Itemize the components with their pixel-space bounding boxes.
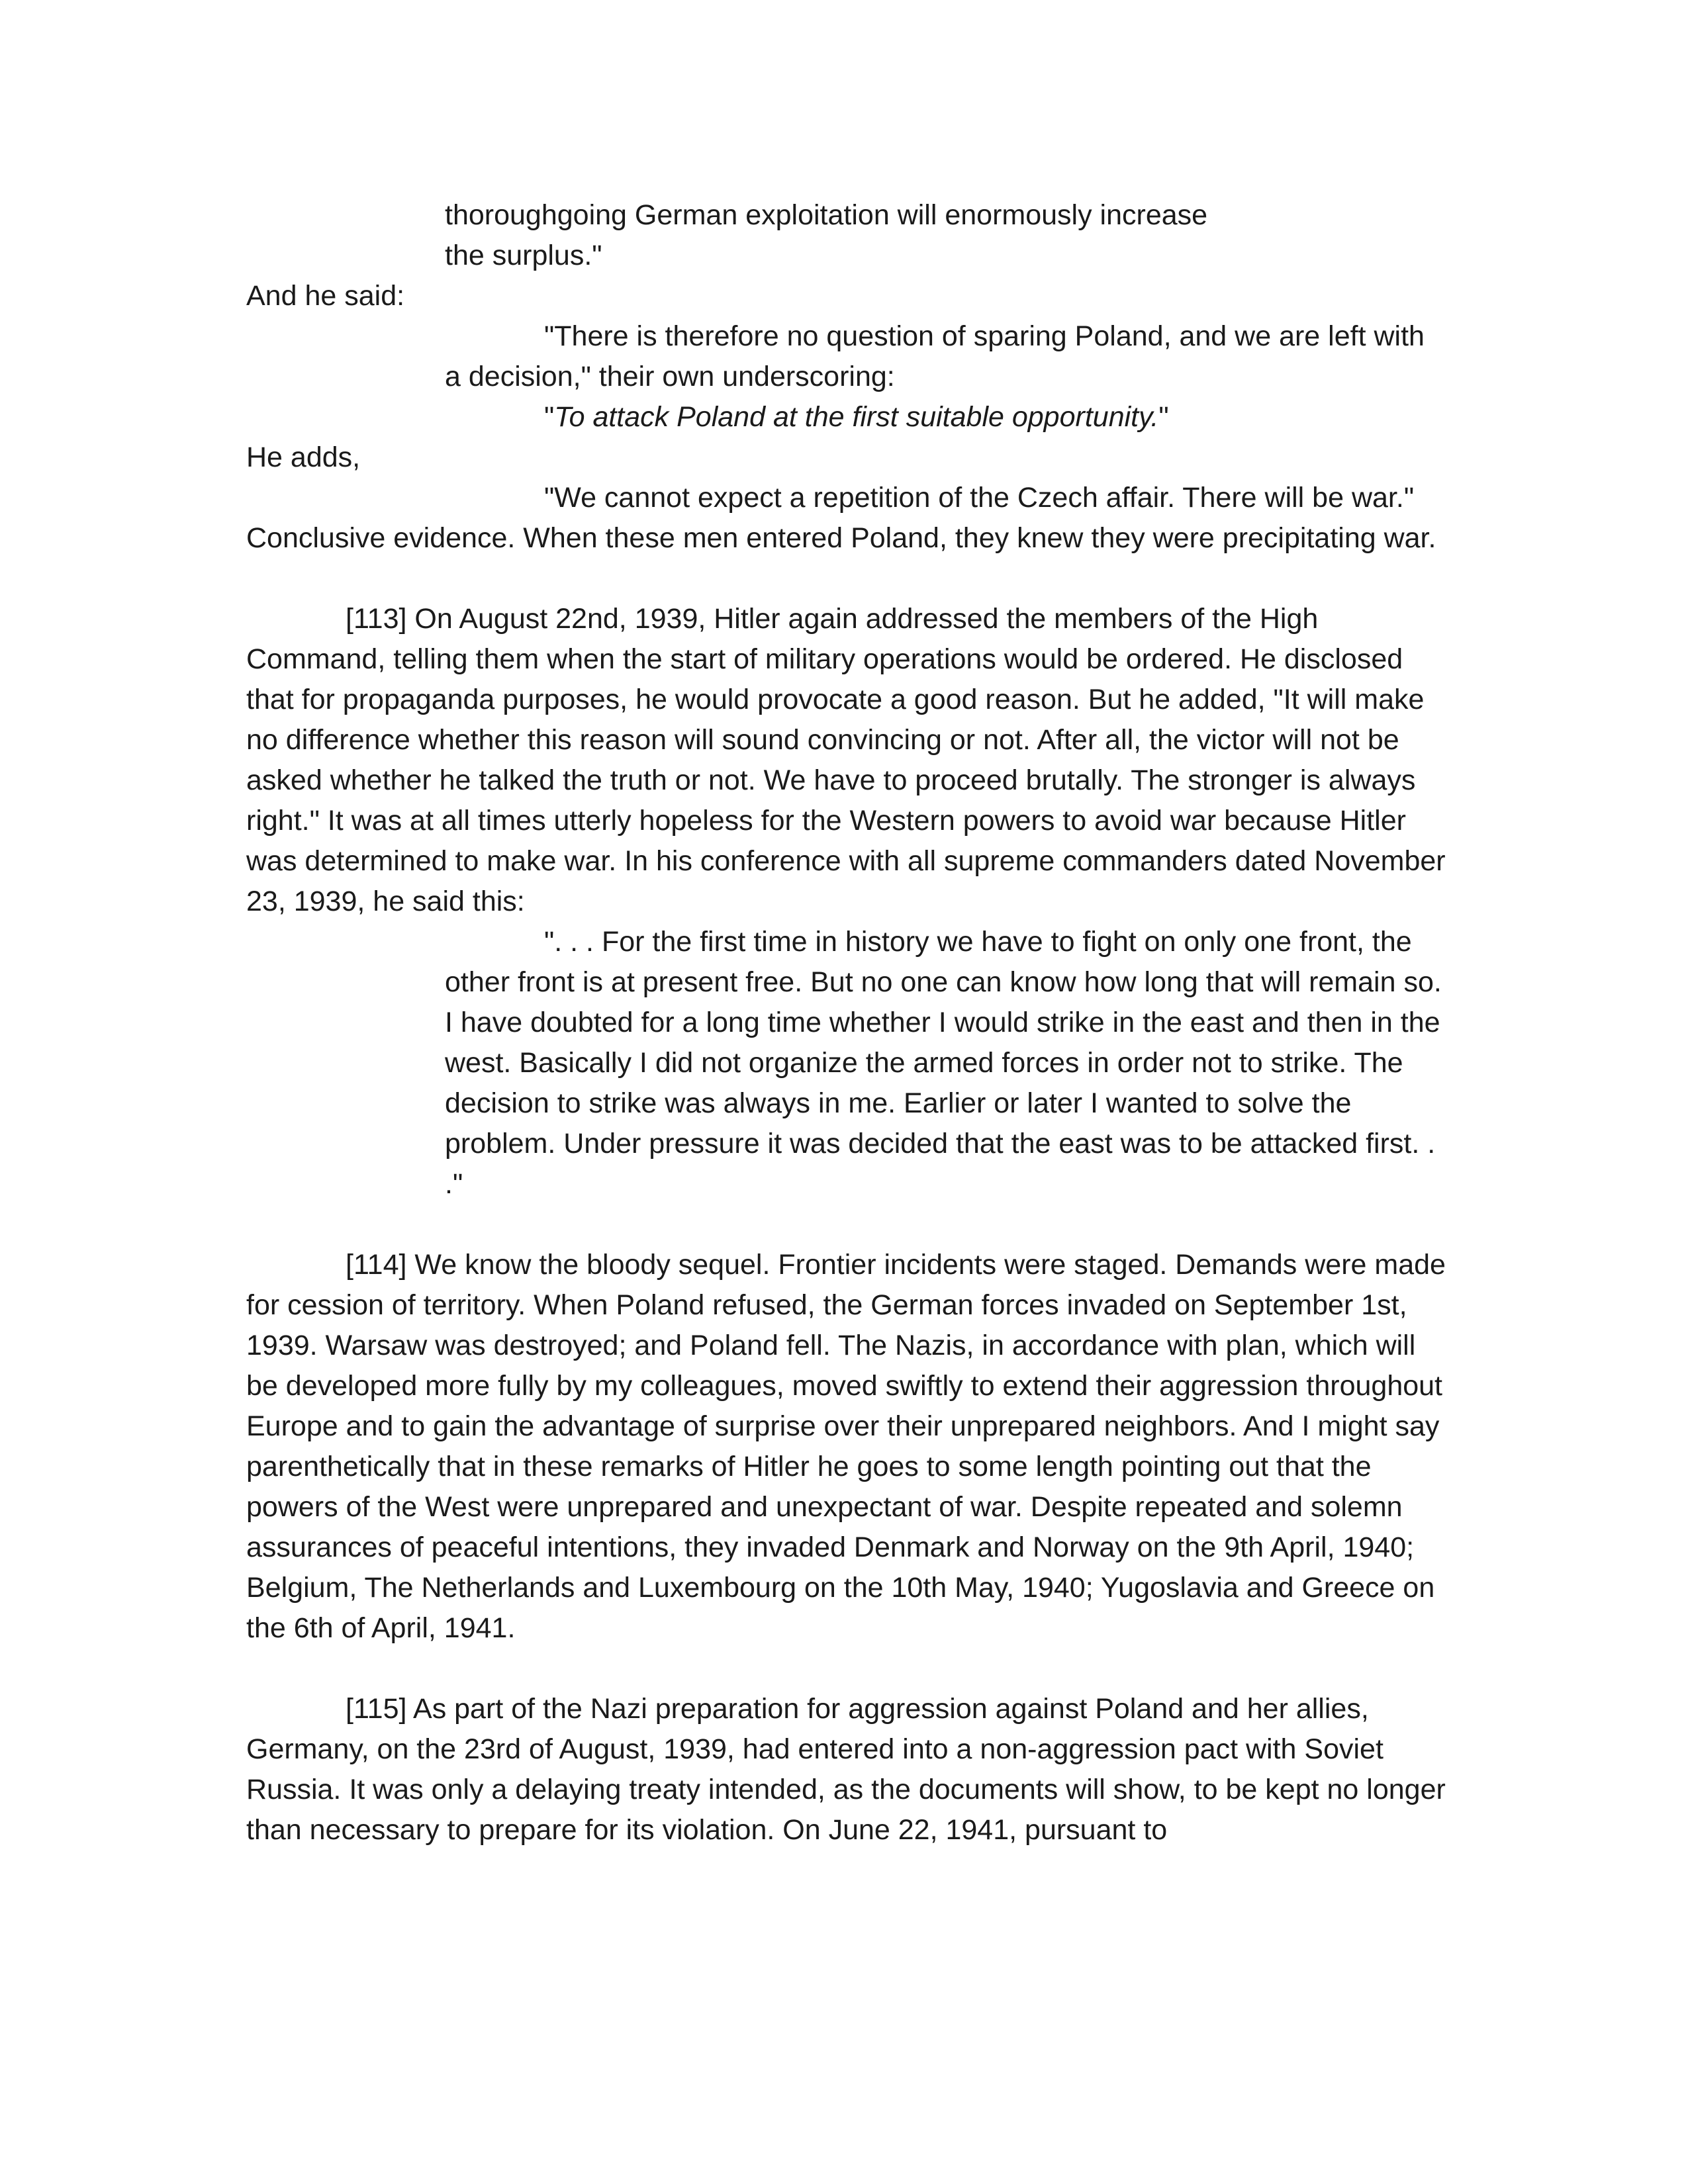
paragraph: Conclusive evidence. When these men entered Poland, they knew they were precipitating war. (246, 522, 1436, 554)
paragraph-114: [114] We know the bloody sequel. Frontier incidents were staged. Demands were made for cession of territory. When Poland refused, the German forces invaded on September 1st, 1939. Warsaw was destroyed; and Poland fell. The Nazis, in accordance with plan, which will be developed more fully by my colleagues, moved swiftly to extend their aggression throughout Europe and to gain the advantage of surprise over their unprepared neighbors. And I might say parenthetically that in these remarks of Hitler he goes to some length pointing out that the powers of the West were unprepared and unexpectant of war. Despite repeated and solemn assurances of peaceful intentions, they invaded Denmark and Norway on the 9th April, 1940; Belgium, The Netherlands and Luxembourg on the 10th May, 1940; Yugoslavia and Greece on the 6th of April, 1941. (246, 1249, 1446, 1644)
quote-mark: " (1158, 401, 1169, 433)
narrative-line: He adds, (246, 441, 361, 473)
quote-block: "There is therefore no question of sparing Poland, and we are left with a decision," their own underscoring: (445, 320, 1425, 392)
quote-continuation: thoroughgoing German exploitation will enormously increase the surplus." (445, 199, 1208, 271)
narrative-line: And he said: (246, 280, 405, 312)
quote-block: "We cannot expect a repetition of the Czech affair. There will be war." (544, 482, 1415, 514)
quote-mark: " (544, 401, 555, 433)
quote-block: ". . . For the first time in history we have to fight on only one front, the other front is at present free. But no one can know how long that will remain so. I have doubted for a long time whether I would strike in the east and then in the west. Basically I did not organize the armed forces in order not to strike. The decision to strike was always in me. Earlier or later I wanted to solve the problem. Under pressure it was decided that the east was to be attacked first. . ." (445, 926, 1442, 1200)
paragraph-113: [113] On August 22nd, 1939, Hitler again addressed the members of the High Command, telling them when the start of military operations would be ordered. He disclosed that for propaganda purposes, he would provocate a good reason. But he added, "It will make no difference whether this reason will sound convincing or not. After all, the victor will not be asked whether he talked the truth or not. We have to proceed brutally. The stronger is always right." It was at all times utterly hopeless for the Western powers to avoid war because Hitler was determined to make war. In his conference with all supreme commanders dated November 23, 1939, he said this: (246, 603, 1446, 917)
paragraph-115: [115] As part of the Nazi preparation for aggression against Poland and her allies, Germany, on the 23rd of August, 1939, had entered into a non-aggression pact with Soviet Russia. It was only a delaying treaty intended, as the documents will show, to be kept no longer than necessary to prepare for its violation. On June 22, 1941, pursuant to (246, 1693, 1446, 1846)
paragraph-gap (246, 559, 1448, 599)
italic-quote: To attack Poland at the first suitable opportunity. (554, 401, 1159, 433)
paragraph-gap (246, 1649, 1448, 1689)
paragraph-gap (246, 1205, 1448, 1245)
document-page (246, 195, 1448, 1850)
quote-italic-line (246, 397, 1448, 437)
